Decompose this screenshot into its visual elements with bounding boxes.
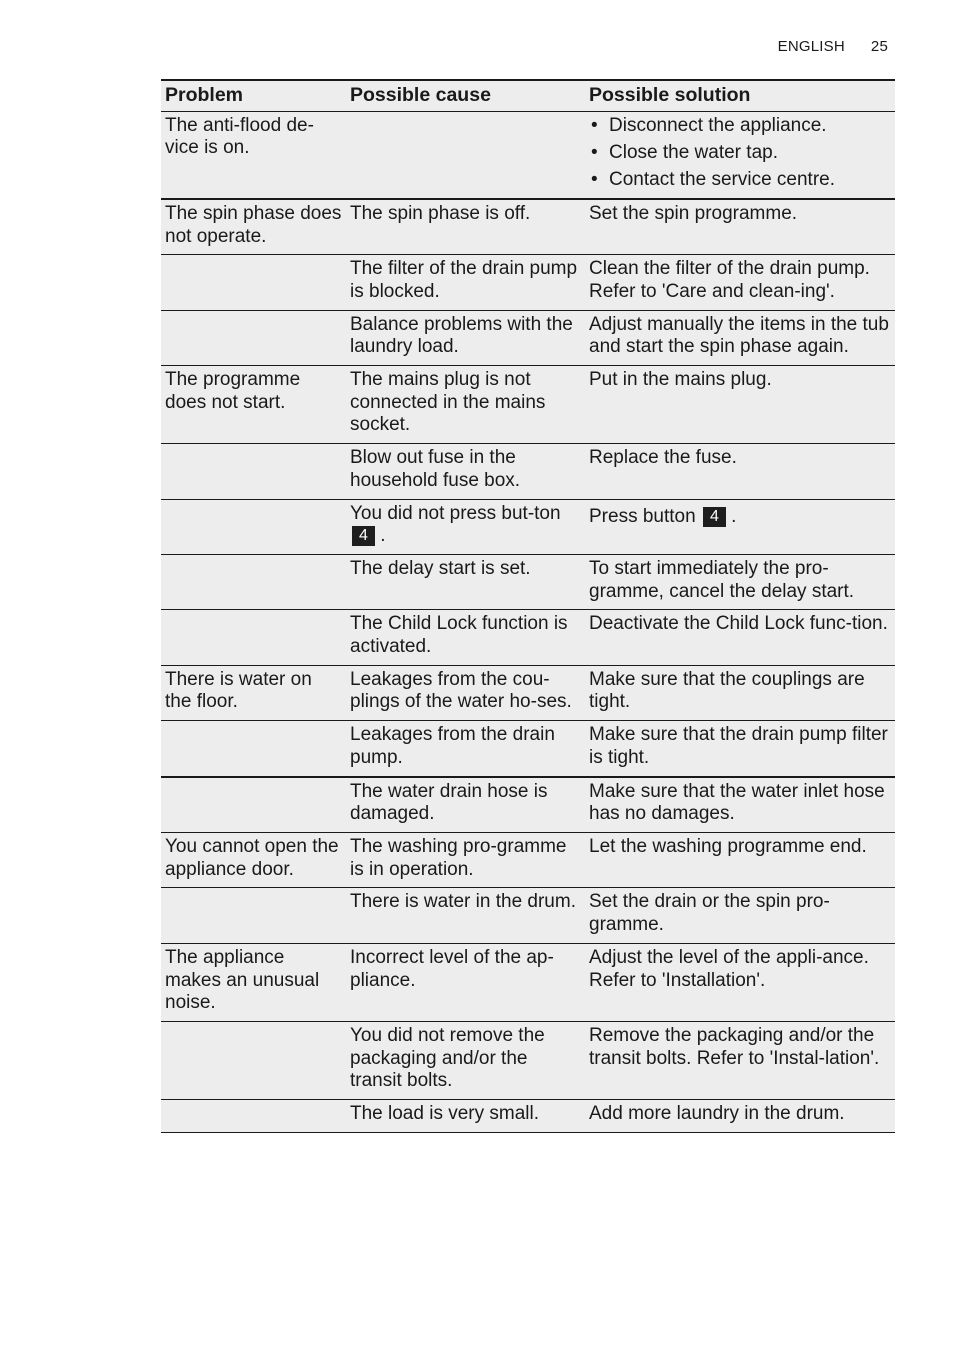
solution-cell: Make sure that the water inlet hose has no damages. (585, 777, 895, 833)
table-row (161, 255, 895, 310)
solution-cell: Let the washing programme end. (585, 832, 895, 887)
cause-cell (346, 499, 585, 554)
solution-cell: Adjust the level of the appli-ance. Refer to 'Installation'. (585, 943, 895, 1021)
problem-cell: There is water on the floor. (161, 665, 346, 720)
problem-cell (161, 499, 346, 554)
table-row (161, 943, 895, 1021)
table-row (161, 1021, 895, 1099)
solution-cell: Set the drain or the spin pro-gramme. (585, 888, 895, 943)
solution-cell: Replace the fuse. (585, 444, 895, 499)
problem-cell (161, 255, 346, 310)
table-row (161, 111, 895, 199)
problem-cell (161, 310, 346, 365)
table-row (161, 199, 895, 255)
table-row (161, 665, 895, 720)
problem-cell (161, 721, 346, 777)
page-header (778, 38, 888, 55)
table-row (161, 499, 895, 554)
cause-cell: Balance problems with the laundry load. (346, 310, 585, 365)
solution-list (589, 115, 891, 192)
solution-cell: Add more laundry in the drum. (585, 1100, 895, 1133)
cause-text: You did not press but-ton (350, 502, 561, 524)
cause-cell: Blow out fuse in the household fuse box. (346, 444, 585, 499)
cause-cell: The washing pro-gramme is in operation. (346, 832, 585, 887)
table-row (161, 832, 895, 887)
cause-cell: The load is very small. (346, 1100, 585, 1133)
cause-cell (346, 111, 585, 199)
sentence-end: . (380, 525, 386, 547)
page-number: 25 (870, 38, 888, 55)
problem-cell (161, 444, 346, 499)
cause-cell: Incorrect level of the ap-pliance. (346, 943, 585, 1021)
list-item: • Disconnect the appliance. (589, 115, 891, 138)
button-4-key-icon: 4 (703, 507, 726, 527)
solution-cell: To start immediately the pro-gramme, cancel the delay start. (585, 554, 895, 609)
problem-cell (161, 1100, 346, 1133)
problem-cell (161, 610, 346, 665)
column-header-cause: Possible cause (346, 80, 585, 111)
list-item: • Contact the service centre. (589, 169, 891, 192)
column-header-problem: Problem (161, 80, 346, 111)
problem-cell: The spin phase does not operate. (161, 199, 346, 255)
solution-cell (585, 111, 895, 199)
problem-cell (161, 1021, 346, 1099)
table-row (161, 366, 895, 444)
table-row (161, 310, 895, 365)
table-row (161, 888, 895, 943)
solution-cell: Adjust manually the items in the tub and start the spin phase again. (585, 310, 895, 365)
table-row (161, 1100, 895, 1133)
solution-cell: Deactivate the Child Lock func-tion. (585, 610, 895, 665)
cause-cell: There is water in the drum. (346, 888, 585, 943)
solution-cell: Make sure that the drain pump filter is tight. (585, 721, 895, 777)
table-row (161, 444, 895, 499)
solution-cell: Remove the packaging and/or the transit bolts. Refer to 'Instal-lation'. (585, 1021, 895, 1099)
language-label: ENGLISH (777, 38, 845, 55)
solution-text: Press button (589, 505, 696, 527)
table-row (161, 554, 895, 609)
table-header-row (161, 80, 895, 111)
table-row (161, 777, 895, 833)
problem-cell: You cannot open the appliance door. (161, 832, 346, 887)
cause-cell: You did not remove the packaging and/or the transit bolts. (346, 1021, 585, 1099)
cause-cell: The water drain hose is damaged. (346, 777, 585, 833)
problem-cell: The anti-flood de-vice is on. (161, 111, 346, 199)
table-row (161, 610, 895, 665)
table-row (161, 721, 895, 777)
cause-cell: Leakages from the drain pump. (346, 721, 585, 777)
problem-cell: The appliance makes an unusual noise. (161, 943, 346, 1021)
list-item: • Close the water tap. (589, 142, 891, 165)
cause-cell: The delay start is set. (346, 554, 585, 609)
solution-cell (585, 499, 895, 554)
button-4-key-icon: 4 (352, 526, 375, 546)
cause-cell: The filter of the drain pump is blocked. (346, 255, 585, 310)
problem-cell (161, 777, 346, 833)
sentence-end: . (731, 505, 737, 527)
cause-cell: Leakages from the cou-plings of the water ho-ses. (346, 665, 585, 720)
problem-cell (161, 554, 346, 609)
solution-cell: Make sure that the couplings are tight. (585, 665, 895, 720)
solution-cell: Set the spin programme. (585, 199, 895, 255)
problem-cell: The programme does not start. (161, 366, 346, 444)
cause-cell: The Child Lock function is activated. (346, 610, 585, 665)
solution-cell: Clean the filter of the drain pump. Refer to 'Care and clean-ing'. (585, 255, 895, 310)
solution-cell: Put in the mains plug. (585, 366, 895, 444)
cause-cell: The mains plug is not connected in the mains socket. (346, 366, 585, 444)
problem-cell (161, 888, 346, 943)
cause-cell: The spin phase is off. (346, 199, 585, 255)
troubleshooting-table (161, 79, 895, 1133)
column-header-solution: Possible solution (585, 80, 895, 111)
